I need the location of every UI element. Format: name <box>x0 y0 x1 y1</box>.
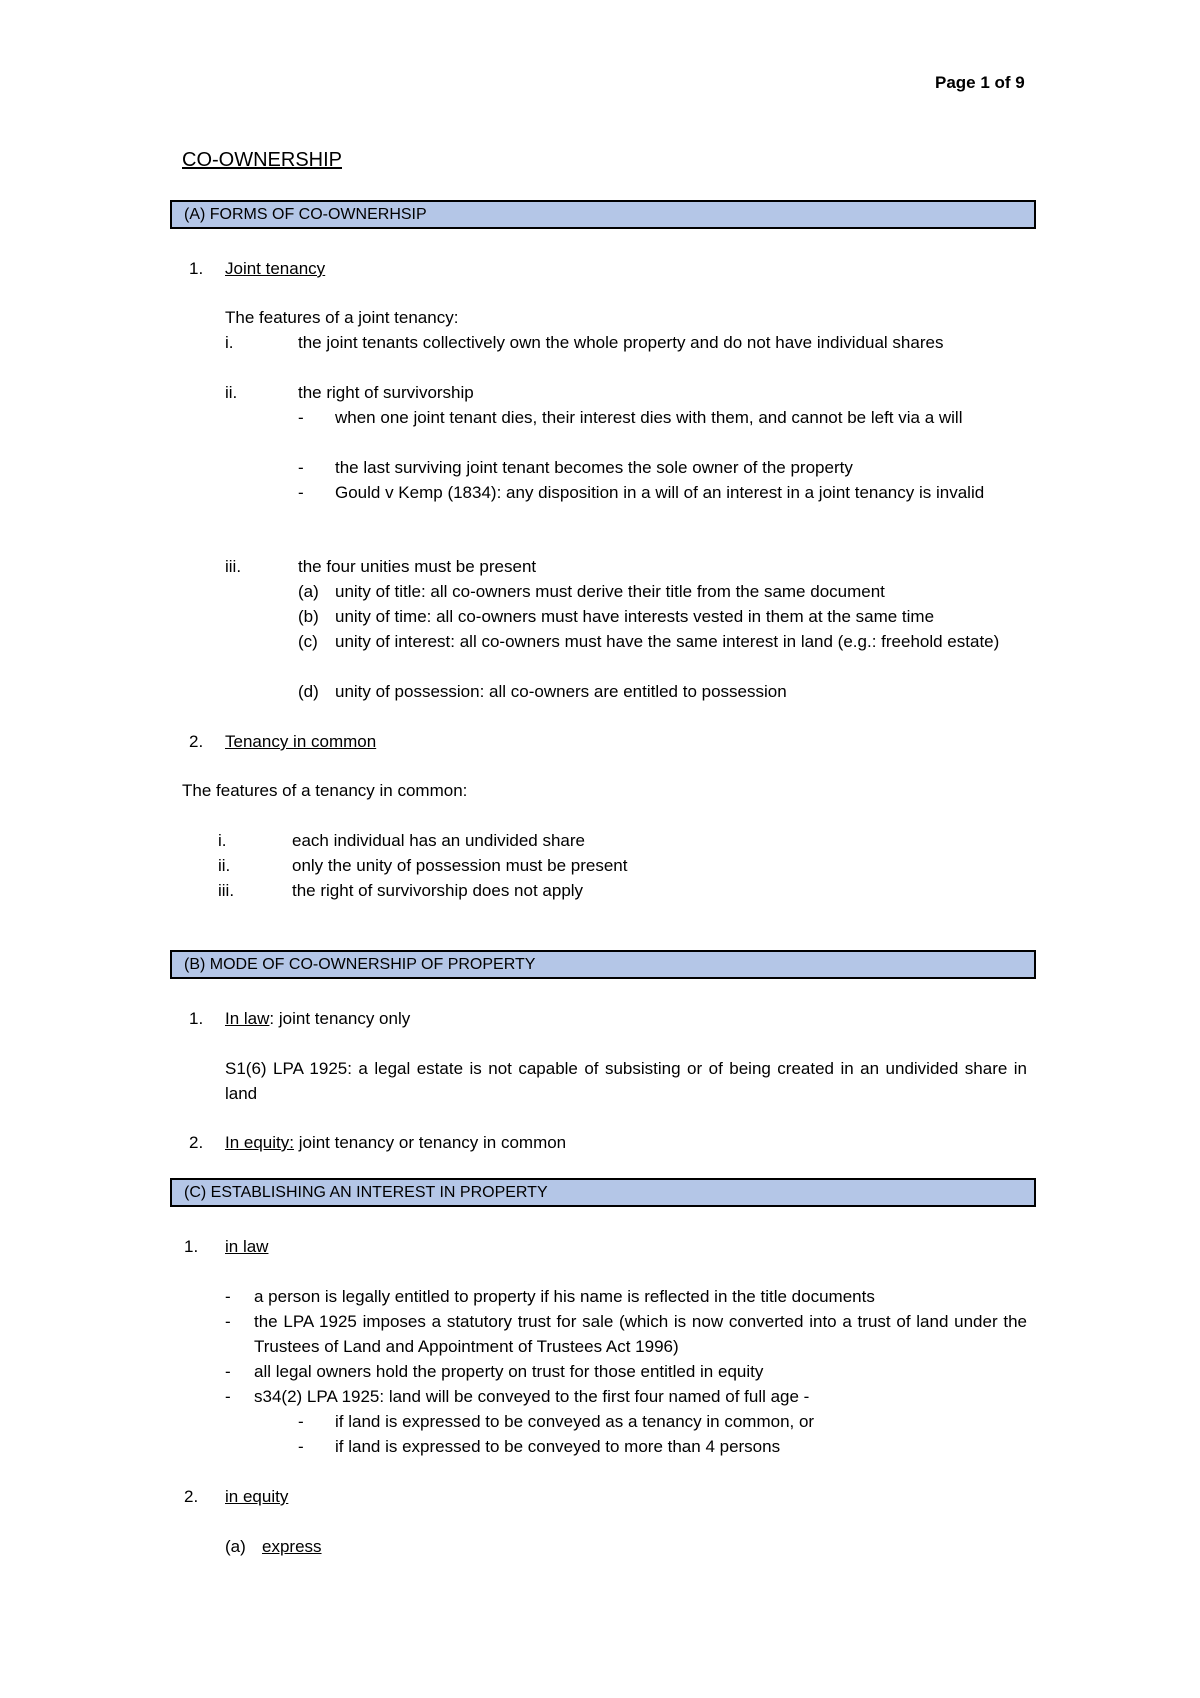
unity-text: unity of title: all co-owners must derive their title from the same document <box>335 582 885 601</box>
feature-text: only the unity of possession must be present <box>292 856 628 875</box>
c-item1-heading: in law <box>225 1237 269 1256</box>
bullet-dash: - <box>298 483 304 502</box>
feature-number: iii. <box>225 557 242 576</box>
unity-text: unity of possession: all co-owners are entitled to possession <box>335 682 787 701</box>
survivorship-bullet: when one joint tenant dies, their interest dies with them, and cannot be left via a will <box>335 408 963 427</box>
sub-heading: express <box>262 1537 322 1556</box>
sub-label: (a) <box>225 1537 246 1556</box>
section-a-header: (A) FORMS OF CO-OWNERHSIP <box>170 200 1036 229</box>
section-b-header: (B) MODE OF CO-OWNERSHIP OF PROPERTY <box>170 950 1036 979</box>
bullet-dash: - <box>225 1362 231 1381</box>
tenancy-in-common-intro: The features of a tenancy in common: <box>182 781 468 800</box>
feature-number: i. <box>225 333 234 352</box>
bullet-dash: - <box>225 1387 231 1406</box>
survivorship-bullet: Gould v Kemp (1834): any disposition in a will of an interest in a joint tenancy is invalid <box>335 483 985 502</box>
feature-text: the right of survivorship does not apply <box>292 881 584 900</box>
section-c-header: (C) ESTABLISHING AN INTEREST IN PROPERTY <box>170 1178 1036 1207</box>
law-bullet: a person is legally entitled to property if his name is reflected in the title documents <box>254 1287 875 1306</box>
bullet-dash: - <box>298 408 304 427</box>
law-bullet: s34(2) LPA 1925: land will be conveyed to the first four named of full age - <box>254 1387 810 1406</box>
bullet-dash: - <box>298 458 304 477</box>
b-item2-text: joint tenancy or tenancy in common <box>294 1133 567 1152</box>
b-item1-text: : joint tenancy only <box>269 1009 411 1028</box>
unity-label: (a) <box>298 582 319 601</box>
page-title: CO-OWNERSHIP <box>182 149 342 171</box>
a-item2-number: 2. <box>189 732 204 751</box>
b-item1 <box>225 1009 410 1029</box>
bullet-dash: - <box>298 1412 304 1431</box>
unity-text: unity of interest: all co-owners must have the same interest in land (e.g.: freehold estate) <box>335 632 1000 651</box>
a-item1-number: 1. <box>189 259 204 278</box>
c-item2-heading: in equity <box>225 1487 289 1506</box>
c-item2-number: 2. <box>184 1487 199 1506</box>
b-item2-number: 2. <box>189 1133 204 1152</box>
law-sub-bullet: if land is expressed to be conveyed as a tenancy in common, or <box>335 1412 815 1431</box>
law-sub-bullet: if land is expressed to be conveyed to more than 4 persons <box>335 1437 781 1456</box>
b-item2-label: In equity: <box>225 1133 294 1152</box>
feature-text: each individual has an undivided share <box>292 831 585 850</box>
bullet-dash: - <box>225 1287 231 1306</box>
feature-text: the right of survivorship <box>298 383 474 402</box>
feature-number: iii. <box>218 881 235 900</box>
law-bullet: all legal owners hold the property on trust for those entitled in equity <box>254 1362 764 1381</box>
c-item1-number: 1. <box>184 1237 199 1256</box>
survivorship-bullet: the last surviving joint tenant becomes the sole owner of the property <box>335 458 853 477</box>
law-bullet: the LPA 1925 imposes a statutory trust for sale (which is now converted into a trust of land under the Trustees of Land and Appointment of Trustees Act 1996) <box>254 1312 1027 1356</box>
bullet-dash: - <box>225 1312 231 1331</box>
a-item2-heading: Tenancy in common <box>225 732 377 751</box>
bullet-dash: - <box>298 1437 304 1456</box>
b-item2 <box>225 1133 566 1153</box>
unity-label: (d) <box>298 682 319 701</box>
feature-number: ii. <box>225 383 238 402</box>
statute-text: S1(6) LPA 1925: a legal estate is not capable of subsisting or of being created in an undivided share in land <box>225 1059 1027 1103</box>
unity-label: (b) <box>298 607 319 626</box>
feature-text: the four unities must be present <box>298 557 537 576</box>
b-item1-label: In law <box>225 1009 270 1028</box>
feature-number: i. <box>218 831 227 850</box>
page-number: Page 1 of 9 <box>935 73 1025 92</box>
unity-text: unity of time: all co-owners must have interests vested in them at the same time <box>335 607 935 626</box>
b-item1-number: 1. <box>189 1009 204 1028</box>
joint-tenancy-intro: The features of a joint tenancy: <box>225 308 459 327</box>
a-item1-heading: Joint tenancy <box>225 259 326 278</box>
unity-label: (c) <box>298 632 318 651</box>
feature-text: the joint tenants collectively own the whole property and do not have individual shares <box>298 333 944 352</box>
feature-number: ii. <box>218 856 231 875</box>
